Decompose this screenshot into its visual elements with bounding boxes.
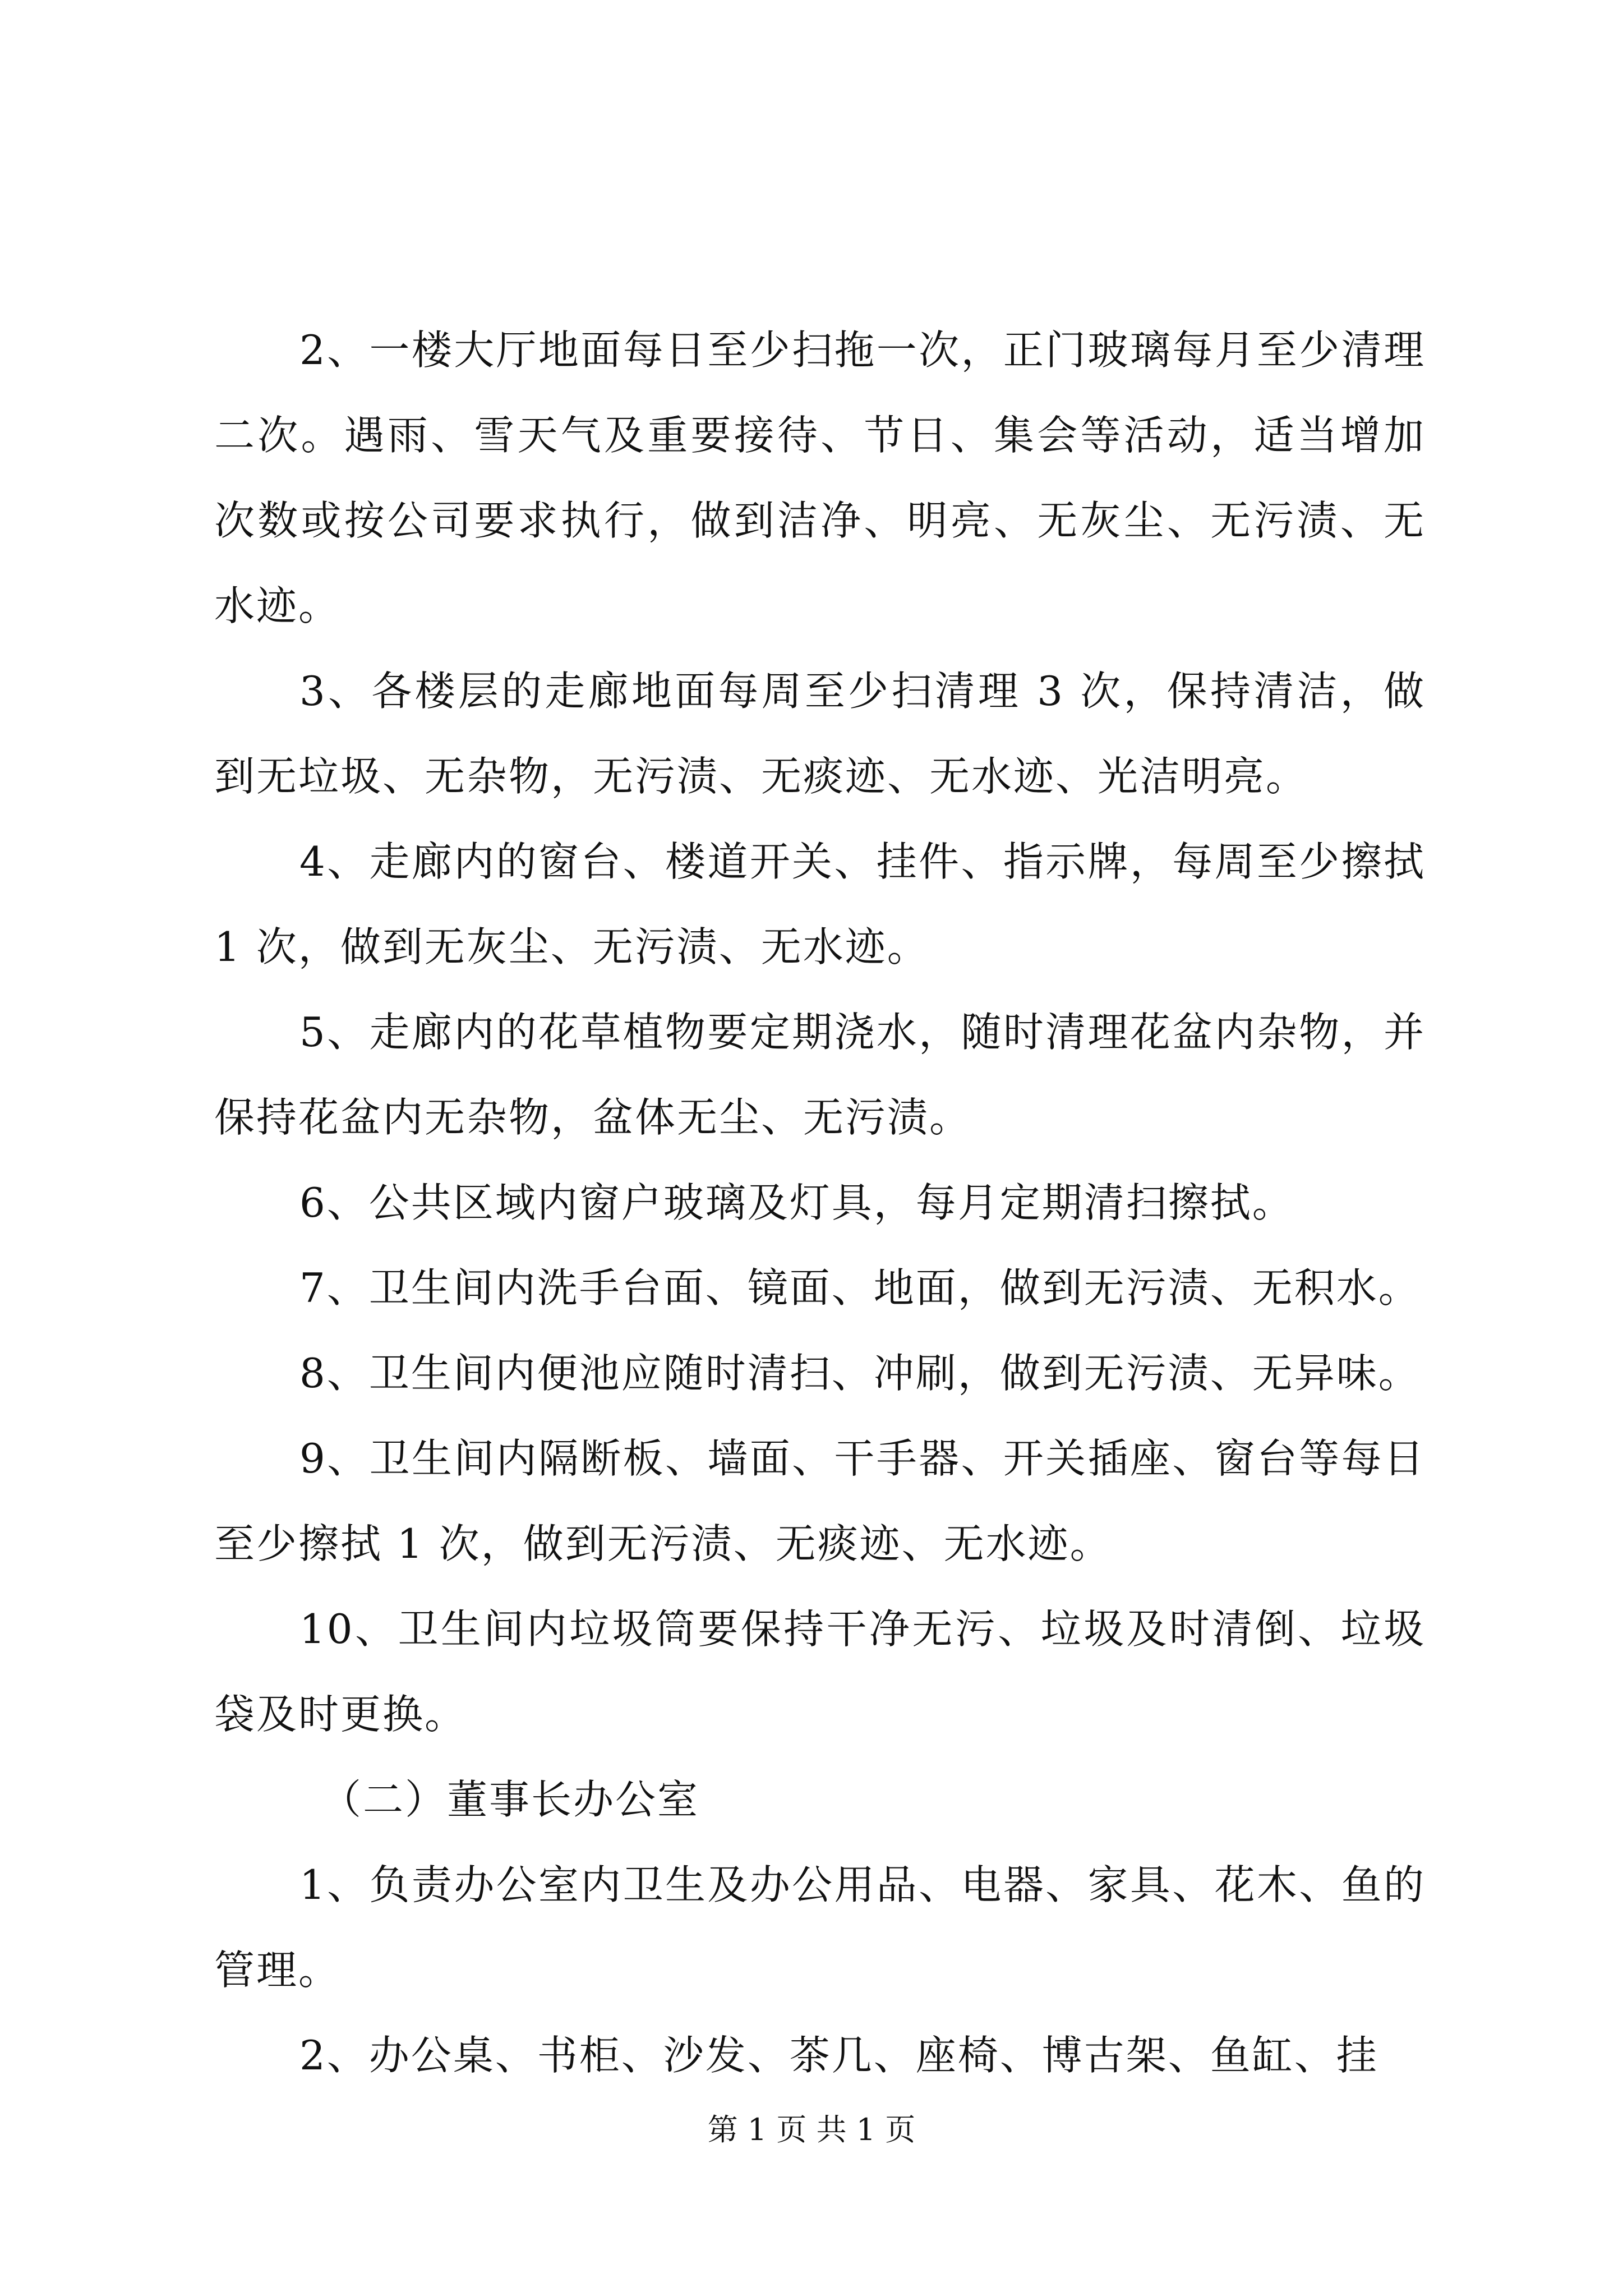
paragraph-item-3-corridor-floor: 3、各楼层的走廊地面每周至少扫清理 3 次，保持清洁，做到无垃圾、无杂物，无污渍、无痰迹、无水迹、光洁明亮。 [214,668,1426,800]
paragraph-item-5-plants: 5、走廊内的花草植物要定期浇水，随时清理花盆内杂物，并保持花盆内无杂物，盆体无尘、无污渍。 [214,1009,1426,1141]
paragraph-item-10-trash-bins: 10、卫生间内垃圾筒要保持干净无污、垃圾及时清倒、垃圾袋及时更换。 [214,1605,1426,1738]
paragraph-office-item-2: 2、办公桌、书柜、沙发、茶几、座椅、博古架、鱼缸、挂 [299,2032,1378,2079]
paragraph-item-4-corridor-fixtures: 4、走廊内的窗台、楼道开关、挂件、指示牌，每周至少擦拭 1 次，做到无灰尘、无污渍、无水迹。 [214,838,1426,970]
paragraph-item-6-windows-lamps: 6、公共区域内窗户玻璃及灯具，每月定期清扫擦拭。 [299,1179,1294,1226]
paragraph-office-item-1: 1、负责办公室内卫生及办公用品、电器、家具、花木、鱼的管理。 [214,1861,1426,1994]
paragraph-item-2-lobby: 2、一楼大厅地面每日至少扫拖一次，正门玻璃每月至少清理二次。遇雨、雪天气及重要接待、节日、集会等活动，适当增加次数或按公司要求执行，做到洁净、明亮、无灰尘、无污渍、无水迹。 [214,326,1426,629]
section-heading-chairman-office: （二）董事长办公室 [321,1776,700,1823]
document-body [214,307,1426,2098]
paragraph-item-8-toilets: 8、卫生间内便池应随时清扫、冲刷，做到无污渍、无异味。 [299,1350,1421,1397]
paragraph-item-9-partitions: 9、卫生间内隔断板、墙面、干手器、开关插座、窗台等每日至少擦拭 1 次，做到无污渍、无痰迹、无水迹。 [214,1435,1426,1567]
paragraph-item-7-washbasin: 7、卫生间内洗手台面、镜面、地面，做到无污渍、无积水。 [299,1264,1421,1312]
page-footer: 第 1 页 共 1 页 [707,2112,916,2147]
